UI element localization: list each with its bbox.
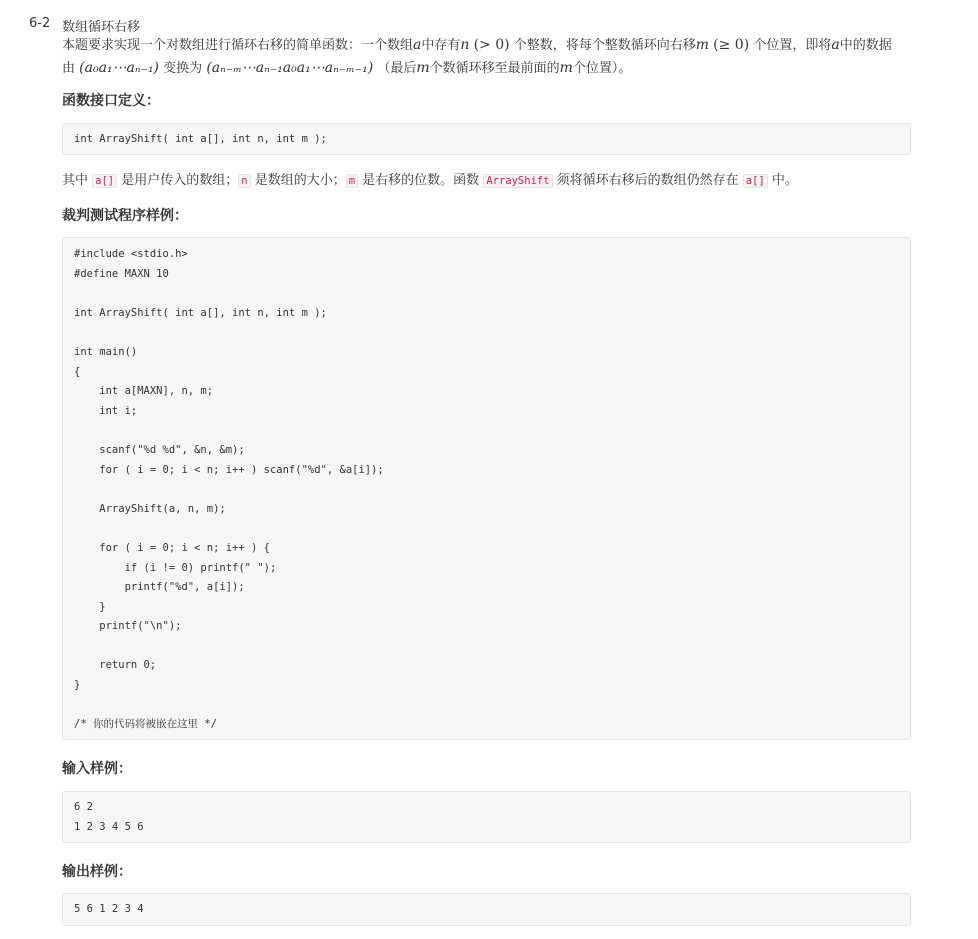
desc-text: 变换为 <box>163 61 203 76</box>
inline-code: n <box>238 174 250 188</box>
code-line: int ArrayShift( int a[], int n, int m ); <box>74 133 327 145</box>
desc-text: 本题要求实现一个对数组进行循环右移的简单函数：一个数组 <box>62 38 414 53</box>
desc-text: 由 <box>62 61 76 76</box>
parameter-explanation <box>62 170 798 192</box>
math-condition: (≥ 0) <box>713 37 750 53</box>
explain-text: 是右移的位数。函数 <box>358 173 484 188</box>
problem-description <box>62 34 912 80</box>
interface-code-block <box>62 123 911 155</box>
sample-program-code-block <box>62 237 911 740</box>
math-var: n <box>460 37 470 53</box>
math-var: a <box>413 37 422 53</box>
description-line-2 <box>62 57 912 80</box>
code-line <box>74 323 899 343</box>
math-sequence: (a₀a₁⋯aₙ₋₁) <box>79 60 160 76</box>
explain-text: 是用户传入的数组； <box>117 173 239 188</box>
code-line: } <box>74 679 81 692</box>
math-var: m <box>559 60 573 76</box>
desc-text: 个位置，即将 <box>753 38 832 53</box>
explain-text: 是数组的大小； <box>250 173 346 188</box>
math-var: m <box>695 37 710 53</box>
problem-title: 数组循环右移 <box>62 20 141 35</box>
code-line <box>74 519 899 539</box>
code-line: for ( i = 0; i < n; i++ ) { <box>74 541 270 554</box>
description-line-1 <box>62 34 912 57</box>
code-line <box>74 421 899 441</box>
code-line: } <box>74 600 106 613</box>
math-condition: (> 0) <box>473 37 510 53</box>
sample-program-title: 裁判测试程序样例： <box>62 208 188 224</box>
code-line: printf("%d", a[i]); <box>74 581 245 594</box>
code-line: #define MAXN 10 <box>74 267 169 280</box>
code-line: scanf("%d %d", &n, &m); <box>74 443 245 456</box>
problem-number: 6-2 <box>29 16 51 31</box>
code-line: 6 2 <box>74 801 93 813</box>
desc-text: （最后 <box>377 61 417 76</box>
inline-code: a[] <box>92 174 117 188</box>
code-line: int main() <box>74 345 138 358</box>
code-line: { <box>74 365 81 378</box>
code-line <box>74 480 899 500</box>
code-line: int i; <box>74 404 138 417</box>
math-var: a <box>831 37 840 53</box>
explain-text: 须将循环右移后的数组仍然存在 <box>552 173 743 188</box>
code-line: return 0; <box>74 659 157 672</box>
desc-text: 个整数，将每个整数循环向右移 <box>513 38 696 53</box>
code-line: printf("\n"); <box>74 620 182 633</box>
desc-text: 中存有 <box>421 38 461 53</box>
code-line <box>74 637 899 657</box>
code-line: 5 6 1 2 3 4 <box>74 903 144 915</box>
explain-text: 中。 <box>767 173 798 188</box>
code-line: for ( i = 0; i < n; i++ ) scanf("%d", &a[i]); <box>74 463 384 476</box>
math-sequence: (aₙ₋ₘ⋯aₙ₋₁a₀a₁⋯aₙ₋ₘ₋₁) <box>206 60 374 76</box>
code-line: if (i != 0) printf(" "); <box>74 561 277 574</box>
desc-text: 个位置）。 <box>572 61 632 76</box>
explain-text: 其中 <box>62 173 93 188</box>
output-sample-title: 输出样例： <box>62 864 132 880</box>
input-sample-title: 输入样例： <box>62 761 132 777</box>
interface-title: 函数接口定义： <box>62 93 160 109</box>
math-var: m <box>416 60 430 76</box>
input-sample-block <box>62 791 911 843</box>
code-line <box>74 696 899 716</box>
code-line: ArrayShift(a, n, m); <box>74 502 226 515</box>
desc-text: 个数循环移至最前面的 <box>429 61 560 76</box>
code-line: #include <stdio.h> <box>74 248 188 260</box>
code-line: 1 2 3 4 5 6 <box>74 820 144 833</box>
code-line: /* 你的代码将被嵌在这里 */ <box>74 718 217 731</box>
desc-text: 中的数据 <box>839 38 892 53</box>
inline-code: m <box>346 174 358 188</box>
output-sample-block <box>62 893 911 926</box>
code-line <box>74 284 899 304</box>
inline-code: a[] <box>743 174 768 188</box>
inline-code: ArrayShift <box>483 174 552 188</box>
code-line: int ArrayShift( int a[], int n, int m ); <box>74 306 327 319</box>
code-line: int a[MAXN], n, m; <box>74 385 214 398</box>
